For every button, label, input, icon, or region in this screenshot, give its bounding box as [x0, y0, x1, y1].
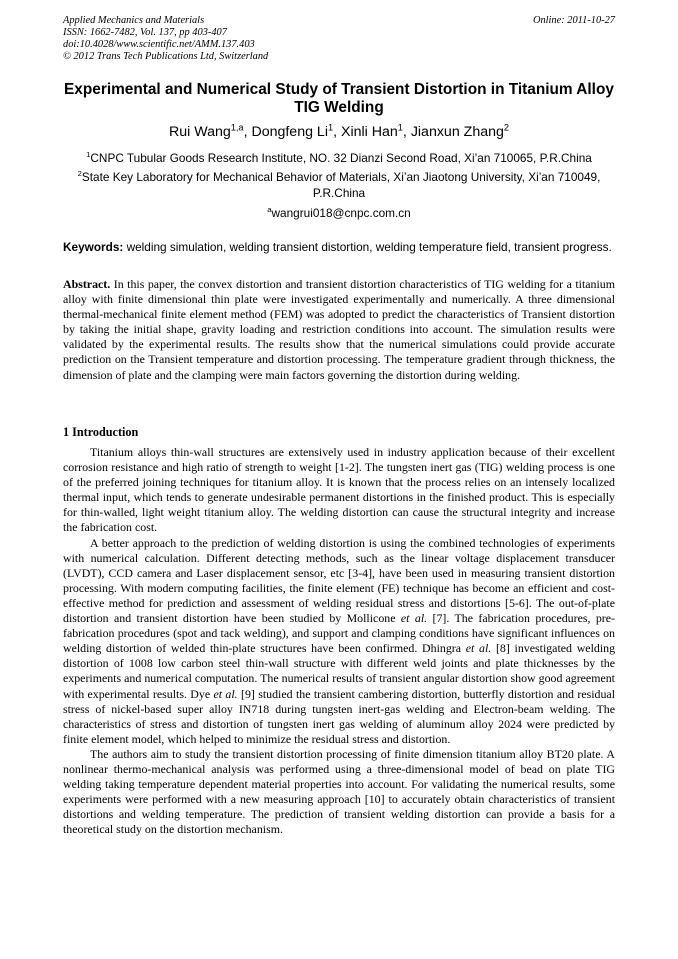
author-list — [60, 123, 618, 141]
keywords-label: Keywords: — [63, 240, 124, 254]
author — [169, 124, 251, 140]
text-run: [9] studied the transient cambering distortion, butterfly distortion and residual stress of nickel-based super alloy IN718 during tungsten inert-gas welding and Electron-beam welding. The characteristics of stress and distortion of tungsten inert gas welding of aluminum alloy 2024 were predicted by finite element model, which helped to minimize the residual stress and distortion. — [63, 686, 616, 746]
affiliation-text: CNPC Tubular Goods Research Institute, NO. 32 Dianzi Second Road, Xi’an 710065, P.R.China — [90, 151, 592, 165]
text-run: [7]. The fabrication procedures, pre-fabrication procedures (spot and tack welding), and support and clamping conditions have significant influences on welding distortion of welded thin-plate structures have been confirmed. Dhingra — [63, 611, 615, 656]
abstract-label: Abstract. — [63, 277, 111, 291]
author — [251, 124, 341, 140]
text-run: The authors aim to study the transient distortion processing of finite dimension titanium alloy BT20 plate. A nonlinear thermo-mechanical analysis was performed using a three-dimensional model of bead on plate TIG welding taking temperature dependent material properties into account. For validating the numerical results, some experiments were performed with a new measuring approach [10] to accurately obtain characteristics of transient distortions and welding temperature. The prediction of transient welding distortion can provide a basis for a theoretical study on the distortion mechanism. — [63, 746, 615, 837]
author-separator: , — [243, 124, 252, 140]
abstract — [63, 277, 615, 383]
paragraph — [63, 536, 615, 747]
author — [411, 124, 509, 140]
journal-copyright: © 2012 Trans Tech Publications Ltd, Switzerland — [63, 51, 269, 62]
text-run-italic: et al. — [213, 686, 238, 701]
author-affiliation-mark: 1,a — [230, 122, 244, 133]
online-date: Online: 2011-10-27 — [532, 15, 615, 26]
text-run: [8] investigated welding distortion of 1008 low carbon steel thin-wall structure with different weld joints and plate thicknesses by the experiments and numerical computation. The numerical results of transient angular distortion show good agreement with experimental results. Dye — [63, 641, 616, 701]
author — [341, 124, 411, 140]
section-heading: 1 Introduction — [63, 425, 139, 439]
affiliation-mark: 2 — [77, 169, 82, 179]
text-run: Titanium alloys thin-wall structures are extensively used in industry application because of their excellent corrosion resistance and high ratio of strength to weight [1-2]. The tungsten inert gas (TIG) welding process is one of the preferred joining techniques for titanium alloy. It is known that the process relies on an intensely localized thermal input, which tends to generate undesirable permanent distortions in the finished product. This is especially for thin-walled, light weight titanium alloy. The welding distortion can cause the structural integrity and increase the fabrication cost. — [63, 445, 615, 535]
journal-doi: doi:10.4028/www.scientific.net/AMM.137.403 — [63, 39, 255, 50]
author-affiliation-mark: 1 — [397, 122, 403, 133]
author-email — [60, 205, 618, 221]
author-name: Rui Wang — [168, 124, 231, 140]
affiliation-text: State Key Laboratory for Mechanical Behavior of Materials, Xi’an Jiaotong University, Xi’an 710049, P.R.China — [81, 170, 601, 200]
keywords — [63, 240, 615, 256]
author-affiliation-mark: 2 — [503, 122, 510, 133]
journal-issn: ISSN: 1662-7482, Vol. 137, pp 403-407 — [63, 27, 227, 38]
text-run-italic: et al. — [465, 641, 492, 656]
journal-name: Applied Mechanics and Materials — [63, 15, 205, 26]
email-text: wangrui018@cnpc.com.cn — [271, 206, 411, 220]
author-separator: , — [333, 124, 341, 140]
author-separator: , — [402, 124, 411, 140]
author-affiliation-mark: 1 — [327, 122, 334, 133]
author-name: Xinli Han — [341, 124, 398, 140]
paragraph — [63, 747, 615, 838]
introduction-body — [63, 445, 615, 837]
email-mark: a — [267, 205, 272, 215]
affiliation-mark: 1 — [86, 150, 91, 160]
text-run: A better approach to the prediction of welding distortion is using the combined technologies of experiments with numerical calculation. Different detecting methods, such as the linear voltage displacement transducer (LVDT), CCD camera and Laser displacement sensor, etc [3-4], have been used in measuring transient distortion processing. With modern computing facilities, the finite element (FE) technique has become an efficient and cost-effective method for prediction and assessment of welding residual stress and distortions [5-6]. The out-of-plate distortion and transient distortion have been studied by Mollicone — [63, 535, 615, 626]
text-run-italic: et al. — [400, 611, 428, 626]
paper-title: Experimental and Numerical Study of Transient Distortion in Titanium Alloy TIG Welding — [64, 81, 614, 116]
keywords-text: welding simulation, welding transient distortion, welding temperature field, transient progress. — [126, 240, 612, 254]
author-name: Dongfeng Li — [251, 124, 328, 140]
journal-header — [63, 15, 615, 63]
author-name: Jianxun Zhang — [410, 124, 504, 140]
affiliation-1 — [60, 150, 618, 166]
abstract-text: In this paper, the convex distortion and transient distortion characteristics of TIG welding for a titanium alloy with finite dimensional thin plate were investigated experimentally and numerically. A three dimensional thermal-mechanical finite element method (FEM) was adopted to predict the characteristics of Transient distortion by taking the initial shape, gravity loading and restriction conditions into account. The simulation results were validated by the experimental results. The results show that the numerical simulations could provide accurate prediction on the Transient temperature and distortion processing. The temperature gradient through thickness, the dimension of plate and the clamping were main factors governing the distortion during welding. — [63, 277, 615, 382]
paragraph — [63, 445, 615, 536]
affiliation-2 — [60, 169, 618, 201]
